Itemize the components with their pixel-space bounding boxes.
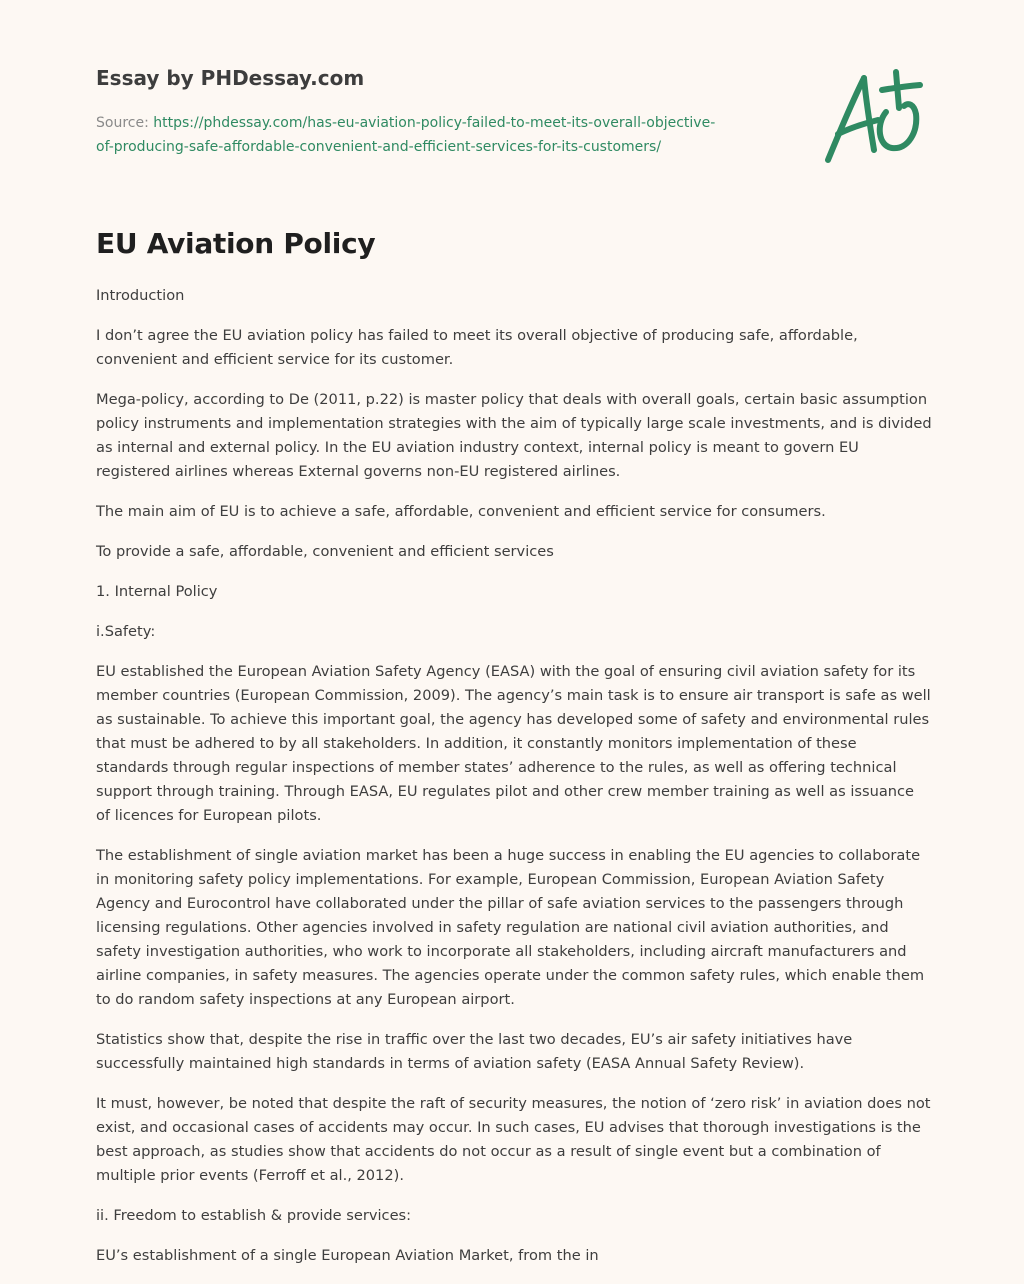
source-label: Source: <box>96 115 149 131</box>
paragraph: EU established the European Aviation Safety Agency (EASA) with the goal of ensuring civil aviation safety for its member countries (European Commission, 2009). The agency’s main task is to ensure air transport is safe as well as sustainable. To achieve this important goal, the agency has developed some of safety and environmental rules that must be adhered to by all stakeholders. In addition, it constantly monitors implementation of these standards through regular inspections of member states’ adherence to the rules, as well as offering technical support through training. Through EASA, EU regulates pilot and other crew member training as well as issuance of licences for European pilots. <box>96 663 931 824</box>
paragraph: EU’s establishment of a single European Aviation Market, from the in <box>96 1247 599 1264</box>
paragraph: I don’t agree the EU aviation policy has failed to meet its overall objective of producing safe, affordable, convenient and efficient service for its customer. <box>96 327 858 368</box>
paragraph: To provide a safe, affordable, convenient and efficient services <box>96 543 554 560</box>
page-header <box>96 62 796 159</box>
paragraph: Mega-policy, according to De (2011, p.22) is master policy that deals with overall goals, certain basic assumption policy instruments and implementation strategies with the aim of typically large scale investments, and is divided as internal and external policy. In the EU aviation industry context, internal policy is meant to govern EU registered airlines whereas External governs non-EU registered airlines. <box>96 391 932 480</box>
essay-body <box>96 284 932 1284</box>
paragraph: ii. Freedom to establish & provide services: <box>96 1207 412 1224</box>
document-title: EU Aviation Policy <box>96 227 376 260</box>
paragraph: The main aim of EU is to achieve a safe, affordable, convenient and efficient service for consumers. <box>96 503 826 520</box>
paragraph: Statistics show that, despite the rise in traffic over the last two decades, EU’s air safety initiatives have successfully maintained high standards in terms of aviation safety (EASA Annual Safety Review). <box>96 1031 853 1072</box>
source-url-line2: of-producing-safe-affordable-convenient-and-efficient-services-for-its-customers/ <box>96 139 662 155</box>
a-plus-logo <box>820 68 930 168</box>
paragraph: The establishment of single aviation market has been a huge success in enabling the EU agencies to collaborate in monitoring safety policy implementations. For example, European Commission, European Aviation Safety Agency and Eurocontrol have collaborated under the pillar of safe aviation services to the passengers through licensing regulations. Other agencies involved in safety regulation are national civil aviation authorities, and safety investigation authorities, who work to incorporate all stakeholders, including aircraft manufacturers and airline companies, in safety measures. The agencies operate under the common safety rules, which enable them to do random safety inspections at any European airport. <box>96 847 925 1008</box>
source-url-line1: https://phdessay.com/has-eu-aviation-policy-failed-to-meet-its-overall-objective- <box>153 115 716 131</box>
source-link[interactable] <box>96 115 715 155</box>
source-line <box>96 111 796 159</box>
paragraph: It must, however, be noted that despite the raft of security measures, the notion of ‘zero risk’ in aviation does not exist, and occasional cases of accidents may occur. In such cases, EU advises that thorough investigations is the best approach, as studies show that accidents do not occur as a result of single event but a combination of multiple prior events (Ferroff et al., 2012). <box>96 1095 931 1184</box>
paragraph: i.Safety: <box>96 623 156 640</box>
a-plus-logo-icon <box>820 68 930 168</box>
paragraph: Introduction <box>96 287 185 304</box>
paragraph: 1. Internal Policy <box>96 583 218 600</box>
site-title: Essay by PHDessay.com <box>96 66 365 90</box>
